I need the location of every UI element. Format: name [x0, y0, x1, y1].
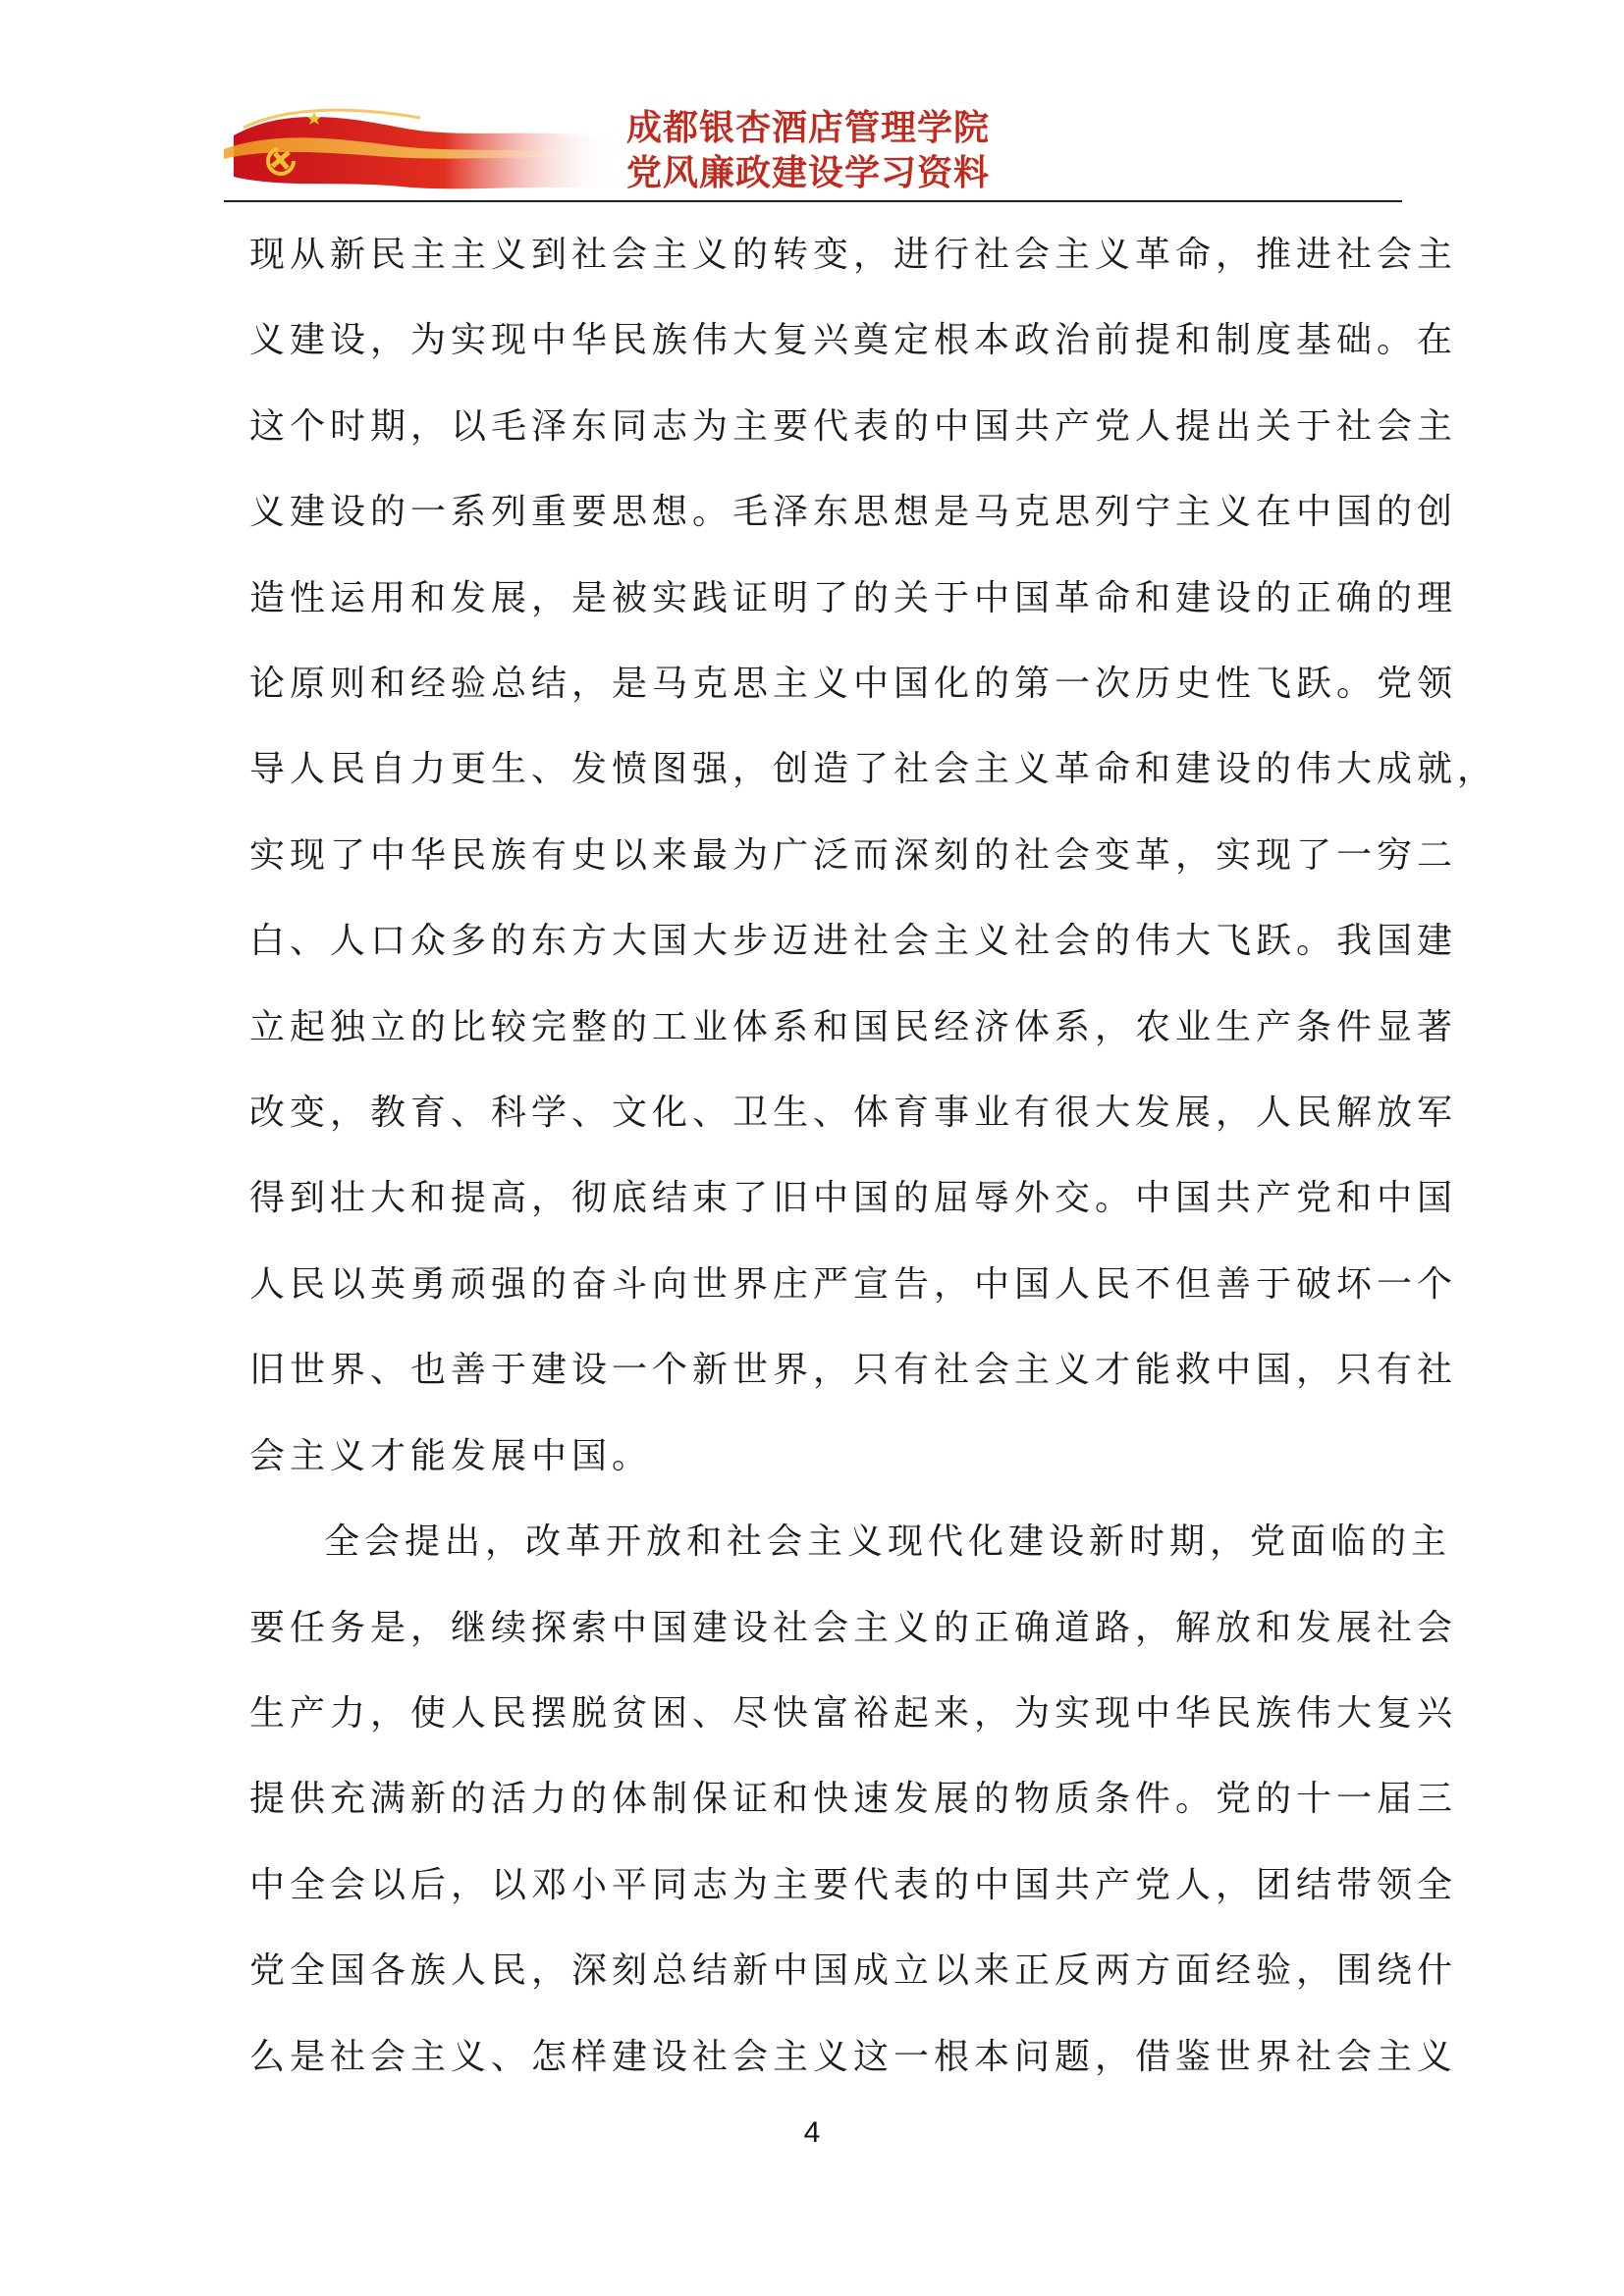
- body-text: [249, 212, 1498, 2100]
- text-line: 么是社会主义、怎样建设社会主义这一根本问题，借鉴世界社会主义: [249, 2036, 1458, 2077]
- header-school-name: 成都银杏酒店管理学院: [626, 108, 991, 148]
- party-flag-logo: [224, 98, 617, 196]
- text-line: 中全会以后，以邓小平同志为主要代表的中国共产党人，团结带领全: [249, 1864, 1458, 1905]
- text-line: 生产力，使人民摆脱贫困、尽快富裕起来，为实现中华民族伟大复兴: [249, 1692, 1458, 1734]
- text-line: 造性运用和发展，是被实践证明了的关于中国革命和建设的正确的理: [249, 577, 1458, 618]
- text-line: 提供充满新的活力的体制保证和快速发展的物质条件。党的十一届三: [249, 1779, 1458, 1820]
- text-line: 这个时期，以毛泽东同志为主要代表的中国共产党人提出关于社会主: [249, 405, 1458, 447]
- page-number: 4: [803, 2116, 821, 2149]
- header-titles: [626, 106, 1402, 196]
- text-line: 改变，教育、科学、文化、卫生、体育事业有很大发展，人民解放军: [249, 1093, 1458, 1134]
- paragraph-2: [249, 1499, 1458, 2100]
- header-divider: [224, 200, 1402, 202]
- text-line: 现从新民主主义到社会主义的转变，进行社会主义革命，推进社会主: [249, 235, 1458, 275]
- text-line: 人民以英勇顽强的奋斗向世界庄严宣告，中国人民不但善于破坏一个: [249, 1263, 1458, 1305]
- text-line: 实现了中华民族有史以来最为广泛而深刻的社会变革，实现了一穷二: [249, 834, 1458, 876]
- text-line: 党全国各族人民，深刻总结新中国成立以来正反两方面经验，围绕什: [249, 1950, 1458, 1992]
- text-line: 白、人口众多的东方大国大步迈进社会主义社会的伟大飞跃。我国建: [249, 921, 1458, 962]
- text-line: 得到壮大和提高，彻底结束了旧中国的屈辱外交。中国共产党和中国: [249, 1178, 1458, 1219]
- text-line: 要任务是，继续探索中国建设社会主义的正确道路，解放和发展社会: [249, 1607, 1458, 1648]
- text-line: 论原则和经验总结，是马克思主义中国化的第一次历史性飞跃。党领: [249, 664, 1458, 705]
- header-document-title: 党风廉政建设学习资料: [626, 153, 991, 193]
- text-line-first: 全会提出，改革开放和社会主义现代化建设新时期，党面临的主: [324, 1522, 1452, 1563]
- text-line: 导人民自力更生、发愤图强，创造了社会主义革命和建设的伟大成就，: [249, 749, 1498, 790]
- document-header: [224, 98, 1402, 204]
- text-line: 义建设，为实现中华民族伟大复兴奠定根本政治前提和制度基础。在: [249, 320, 1458, 361]
- paragraph-1: [249, 212, 1498, 1499]
- text-line: 立起独立的比较完整的工业体系和国民经济体系，农业生产条件显著: [249, 1006, 1458, 1047]
- text-line: 旧世界、也善于建设一个新世界，只有社会主义才能救中国，只有社: [249, 1350, 1458, 1391]
- text-line-last: 会主义才能发展中国。: [249, 1435, 653, 1476]
- text-line: 义建设的一系列重要思想。毛泽东思想是马克思列宁主义在中国的创: [249, 492, 1458, 533]
